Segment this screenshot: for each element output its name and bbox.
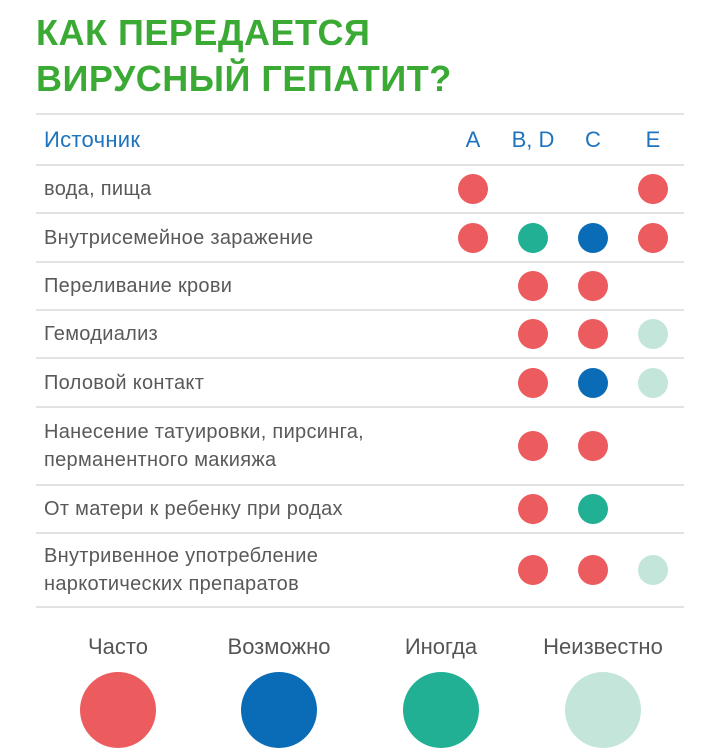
indicator-dot-often [578, 555, 608, 585]
indicator-cell [458, 271, 488, 301]
legend-label: Иногда [404, 634, 478, 659]
source-column-header: Источник [44, 126, 141, 152]
legend-circle-unknown [565, 672, 641, 748]
legend [0, 632, 716, 748]
legend-label: Возможно [227, 634, 331, 659]
legend-item-possible [199, 632, 359, 748]
indicator-cell [638, 223, 668, 253]
indicator-cell [638, 319, 668, 349]
title-line-2: ВИРУСНЫЙ ГЕПАТИТ? [36, 58, 452, 99]
indicator-dot-often [518, 494, 548, 524]
indicator-dot-often [518, 271, 548, 301]
table-row [36, 261, 684, 309]
indicator-dot-unknown [638, 555, 668, 585]
legend-label: Часто [88, 634, 148, 659]
table-row [36, 484, 684, 532]
table-row [36, 406, 684, 484]
indicator-cell [578, 223, 608, 253]
legend-label: Неизвестно [543, 634, 663, 659]
legend-circle-possible [241, 672, 317, 748]
column-header-a: A [465, 126, 481, 152]
indicator-dot-sometimes [578, 494, 608, 524]
indicator-cell [458, 431, 488, 461]
indicator-dot-often [458, 174, 488, 204]
indicator-cell [518, 319, 548, 349]
source-label: Гемодиализ [44, 323, 159, 345]
indicator-dot-often [518, 319, 548, 349]
indicator-cell [578, 494, 608, 524]
indicator-dot-often [578, 319, 608, 349]
indicator-dot-possible [578, 223, 608, 253]
indicator-cell [638, 271, 668, 301]
source-label: От матери к ребенку при родах [44, 498, 343, 520]
table-row [36, 212, 684, 261]
indicator-cell [518, 174, 548, 204]
indicator-cell [578, 319, 608, 349]
indicator-dot-unknown [638, 319, 668, 349]
indicator-dot-often [518, 431, 548, 461]
indicator-cell [458, 555, 488, 585]
indicator-cell [638, 494, 668, 524]
indicator-dot-sometimes [518, 223, 548, 253]
source-label: вода, пища [44, 178, 152, 200]
table-header-row [36, 113, 684, 164]
column-header-b-d: B, D [511, 126, 555, 152]
indicator-dot-unknown [638, 368, 668, 398]
column-header-e: E [645, 126, 661, 152]
source-label: Нанесение татуировки, пирсинга, перманентного макияжа [44, 421, 365, 471]
table-row [36, 164, 684, 212]
indicator-cell [578, 431, 608, 461]
indicator-cell [518, 555, 548, 585]
indicator-dot-often [638, 223, 668, 253]
indicator-cell [458, 223, 488, 253]
indicator-cell [578, 174, 608, 204]
indicator-cell [638, 368, 668, 398]
legend-circle-often [80, 672, 156, 748]
indicator-cell [458, 368, 488, 398]
indicator-cell [638, 555, 668, 585]
indicator-dot-possible [578, 368, 608, 398]
indicator-dot-often [518, 368, 548, 398]
indicator-cell [518, 368, 548, 398]
title-line-1: КАК ПЕРЕДАЕТСЯ [36, 12, 371, 53]
indicator-dot-often [518, 555, 548, 585]
indicator-cell [638, 431, 668, 461]
indicator-cell [458, 494, 488, 524]
page-title [36, 10, 452, 102]
indicator-cell [638, 174, 668, 204]
legend-circle-sometimes [403, 672, 479, 748]
indicator-cell [518, 431, 548, 461]
indicator-cell [578, 271, 608, 301]
indicator-cell [518, 271, 548, 301]
transmission-table [36, 113, 684, 608]
table-row [36, 309, 684, 357]
indicator-dot-often [638, 174, 668, 204]
indicator-cell [518, 223, 548, 253]
indicator-cell [578, 555, 608, 585]
indicator-cell [578, 368, 608, 398]
indicator-dot-often [578, 271, 608, 301]
indicator-cell [458, 319, 488, 349]
legend-item-unknown [523, 632, 683, 748]
legend-item-sometimes [361, 632, 521, 748]
legend-item-often [38, 632, 198, 748]
indicator-dot-often [458, 223, 488, 253]
source-label: Половой контакт [44, 371, 205, 394]
column-header-c: C [585, 126, 601, 152]
table-row [36, 532, 684, 608]
indicator-cell [458, 174, 488, 204]
source-label: Внутривенное употребление наркотических препаратов [44, 545, 319, 595]
table-row [36, 357, 684, 406]
indicator-dot-often [578, 431, 608, 461]
source-label: Переливание крови [44, 275, 233, 297]
indicator-cell [518, 494, 548, 524]
source-label: Внутрисемейное заражение [44, 226, 314, 249]
